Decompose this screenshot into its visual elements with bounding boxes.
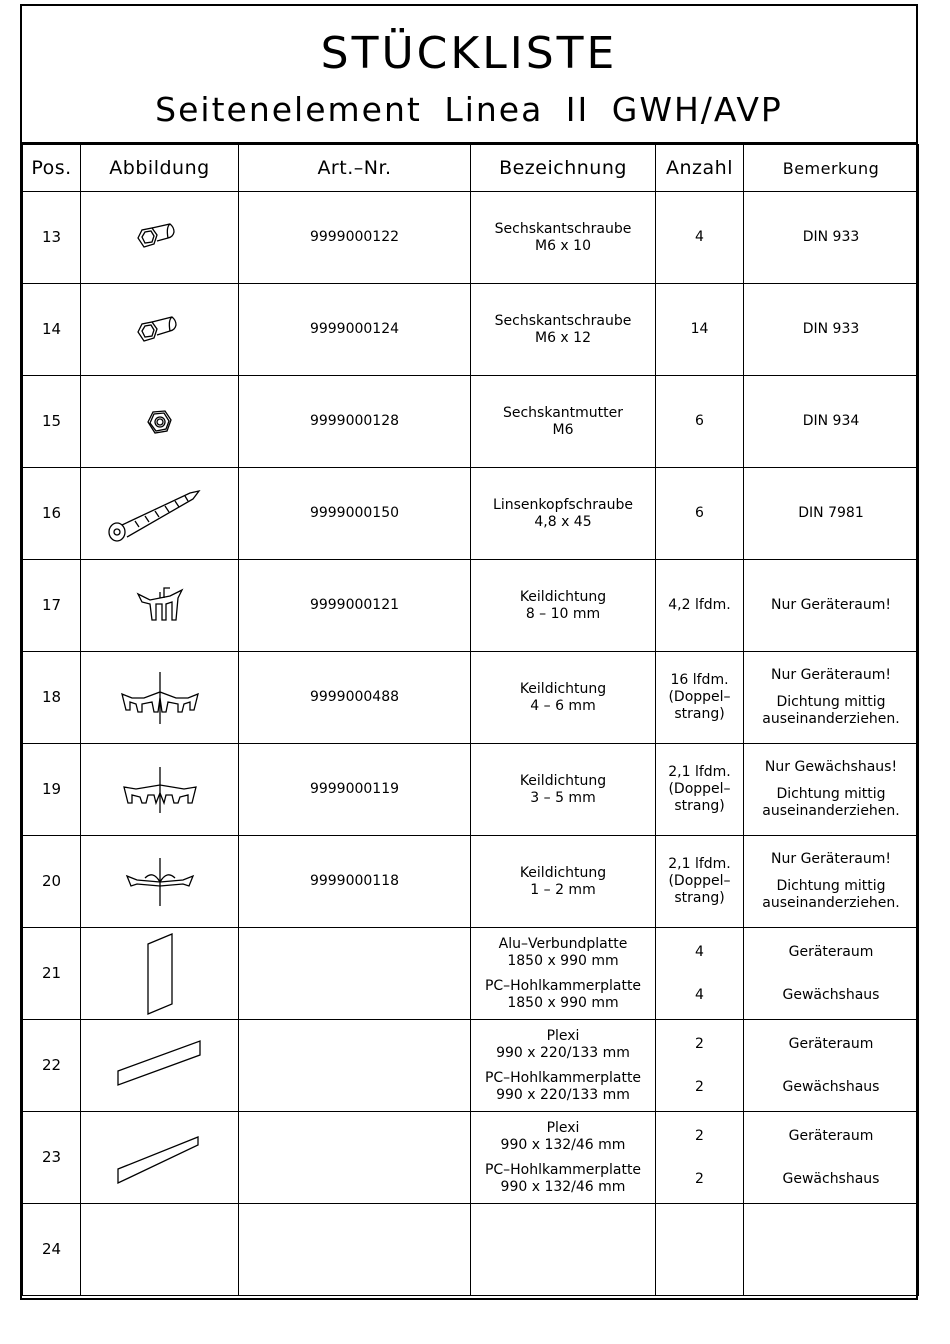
table-row <box>23 1204 919 1296</box>
table-row <box>23 928 919 1020</box>
art-cell: 9999000118 <box>239 836 471 928</box>
image-cell <box>81 1112 239 1204</box>
double-seal-medium-icon <box>120 763 200 817</box>
hex-bolt-icon <box>130 213 190 263</box>
art-cell: 9999000128 <box>239 376 471 468</box>
qty-cell: 6 <box>656 376 744 468</box>
pos-cell: 20 <box>23 836 81 928</box>
note-bottom: Dichtung mittig auseinanderziehen. <box>762 694 900 727</box>
note-top: Geräteraum <box>788 1127 874 1144</box>
name-cell <box>471 1204 656 1296</box>
qty-top: 2 <box>695 1035 704 1052</box>
qty-cell: 2,1 lfdm. (Doppel– strang) <box>656 744 744 836</box>
art-cell: 9999000119 <box>239 744 471 836</box>
note-bottom: Gewächshaus <box>782 1170 880 1187</box>
name-top: Plexi 990 x 220/133 mm <box>496 1027 630 1061</box>
parts-table <box>22 144 919 1296</box>
image-cell <box>81 744 239 836</box>
table-row <box>23 836 919 928</box>
wedge-seal-icon <box>130 584 190 628</box>
name-bottom: PC–Hohlkammerplatte 990 x 132/46 mm <box>484 1161 642 1195</box>
hex-bolt-icon <box>130 305 190 355</box>
image-cell <box>81 284 239 376</box>
col-header-name: Bezeichnung <box>471 145 656 192</box>
note-bottom: Dichtung mittig auseinanderziehen. <box>762 786 900 819</box>
pos-cell: 13 <box>23 192 81 284</box>
name-cell: Sechskantschraube M6 x 12 <box>471 284 656 376</box>
strip-icon <box>112 1033 208 1099</box>
qty-top: 2 <box>695 1127 704 1144</box>
qty-cell <box>656 1112 744 1204</box>
hex-nut-icon <box>140 402 180 442</box>
qty-cell <box>656 1204 744 1296</box>
image-cell <box>81 192 239 284</box>
pos-cell: 19 <box>23 744 81 836</box>
table-row <box>23 1112 919 1204</box>
art-cell <box>239 1020 471 1112</box>
image-cell <box>81 836 239 928</box>
tapered-strip-icon <box>112 1125 208 1191</box>
name-cell: Linsenkopfschraube 4,8 x 45 <box>471 468 656 560</box>
note-cell <box>744 652 919 744</box>
page-subtitle: Seitenelement Linea II GWH/AVP <box>155 90 783 129</box>
name-cell <box>471 1112 656 1204</box>
qty-cell <box>656 928 744 1020</box>
note-cell <box>744 1112 919 1204</box>
name-cell <box>471 1020 656 1112</box>
name-cell: Keildichtung 1 – 2 mm <box>471 836 656 928</box>
pos-cell: 23 <box>23 1112 81 1204</box>
art-cell: 9999000121 <box>239 560 471 652</box>
col-header-qty: Anzahl <box>656 145 744 192</box>
col-header-art: Art.–Nr. <box>239 145 471 192</box>
note-top: Geräteraum <box>788 943 874 960</box>
note-cell <box>744 1204 919 1296</box>
table-row <box>23 1020 919 1112</box>
pos-cell: 18 <box>23 652 81 744</box>
name-cell: Sechskantschraube M6 x 10 <box>471 192 656 284</box>
note-cell <box>744 1020 919 1112</box>
pos-cell: 21 <box>23 928 81 1020</box>
note-top: Nur Gewächshaus! <box>764 759 898 775</box>
name-bottom: PC–Hohlkammerplatte 1850 x 990 mm <box>484 977 642 1011</box>
table-row <box>23 376 919 468</box>
qty-bottom: 4 <box>695 986 704 1003</box>
note-cell: DIN 933 <box>744 284 919 376</box>
image-cell <box>81 1204 239 1296</box>
name-cell: Keildichtung 3 – 5 mm <box>471 744 656 836</box>
table-row <box>23 468 919 560</box>
qty-cell: 14 <box>656 284 744 376</box>
image-cell <box>81 1020 239 1112</box>
table-row <box>23 284 919 376</box>
pan-head-screw-icon <box>105 479 215 549</box>
note-top: Nur Geräteraum! <box>771 851 891 867</box>
name-cell: Sechskantmutter M6 <box>471 376 656 468</box>
name-top: Alu–Verbundplatte 1850 x 990 mm <box>498 935 628 969</box>
pos-cell: 15 <box>23 376 81 468</box>
note-bottom: Gewächshaus <box>782 1078 880 1095</box>
pos-cell: 22 <box>23 1020 81 1112</box>
col-header-pos: Pos. <box>23 145 81 192</box>
pos-cell: 24 <box>23 1204 81 1296</box>
art-cell: 9999000488 <box>239 652 471 744</box>
note-cell: Nur Geräteraum! <box>744 560 919 652</box>
qty-cell: 16 lfdm. (Doppel– strang) <box>656 652 744 744</box>
note-bottom: Dichtung mittig auseinanderziehen. <box>762 878 900 911</box>
art-cell <box>239 928 471 1020</box>
note-cell <box>744 928 919 1020</box>
image-cell <box>81 928 239 1020</box>
table-header-row <box>23 145 919 192</box>
qty-top: 4 <box>695 943 704 960</box>
art-cell <box>239 1204 471 1296</box>
note-cell: DIN 933 <box>744 192 919 284</box>
qty-bottom: 2 <box>695 1078 704 1095</box>
table-row <box>23 744 919 836</box>
note-cell <box>744 836 919 928</box>
art-cell: 9999000150 <box>239 468 471 560</box>
pos-cell: 16 <box>23 468 81 560</box>
table-row <box>23 560 919 652</box>
image-cell <box>81 560 239 652</box>
qty-cell <box>656 1020 744 1112</box>
note-top: Nur Geräteraum! <box>771 667 891 683</box>
panel-icon <box>135 930 185 1018</box>
parts-list-sheet <box>20 4 918 1300</box>
name-bottom: PC–Hohlkammerplatte 990 x 220/133 mm <box>484 1069 642 1103</box>
double-seal-small-icon <box>123 854 197 910</box>
name-cell: Keildichtung 4 – 6 mm <box>471 652 656 744</box>
image-cell <box>81 376 239 468</box>
qty-cell: 2,1 lfdm. (Doppel– strang) <box>656 836 744 928</box>
note-cell: DIN 7981 <box>744 468 919 560</box>
note-cell: DIN 934 <box>744 376 919 468</box>
double-seal-large-icon <box>118 668 202 728</box>
title-block <box>22 6 916 144</box>
note-top: Geräteraum <box>788 1035 874 1052</box>
qty-bottom: 2 <box>695 1170 704 1187</box>
page-title: STÜCKLISTE <box>320 28 618 79</box>
note-cell <box>744 744 919 836</box>
image-cell <box>81 652 239 744</box>
name-cell: Keildichtung 8 – 10 mm <box>471 560 656 652</box>
image-cell <box>81 468 239 560</box>
qty-cell: 4 <box>656 192 744 284</box>
pos-cell: 17 <box>23 560 81 652</box>
art-cell: 9999000122 <box>239 192 471 284</box>
qty-cell: 4,2 lfdm. <box>656 560 744 652</box>
table-row <box>23 192 919 284</box>
qty-cell: 6 <box>656 468 744 560</box>
art-cell: 9999000124 <box>239 284 471 376</box>
col-header-image: Abbildung <box>81 145 239 192</box>
pos-cell: 14 <box>23 284 81 376</box>
col-header-note: Bemerkung <box>744 145 919 192</box>
name-cell <box>471 928 656 1020</box>
note-bottom: Gewächshaus <box>782 986 880 1003</box>
art-cell <box>239 1112 471 1204</box>
table-row <box>23 652 919 744</box>
name-top: Plexi 990 x 132/46 mm <box>500 1119 626 1153</box>
